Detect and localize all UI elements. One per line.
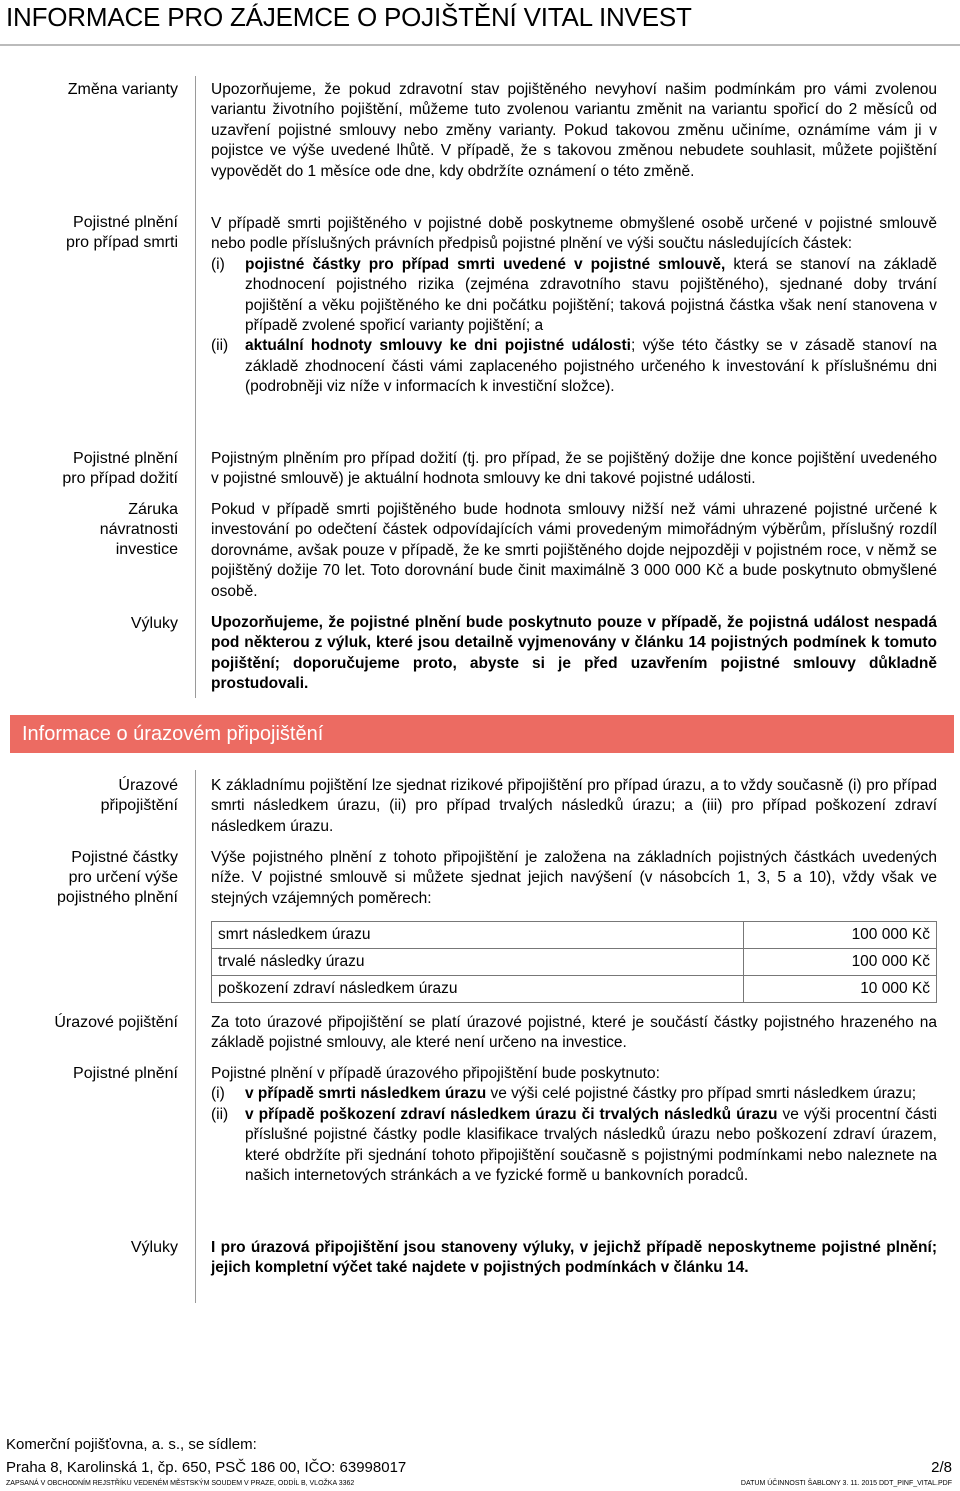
vyluky-text-2: I pro úrazová připojištění jsou stanoveny výluky, v jejichž případě neposkytneme pojistné plnění; jejich kompletní výčet také najdete v pojistných podmínkách v článku 14.	[211, 1239, 937, 1277]
table-cell-value: 100 000 Kč	[744, 949, 937, 976]
table-cell-label: trvalé následky úrazu	[212, 949, 744, 976]
label-urazove-pojisteni: Úrazové pojištění	[54, 1014, 178, 1031]
table-cell-value: 100 000 Kč	[744, 922, 937, 949]
table-cell-label: poškození zdraví následkem úrazu	[212, 976, 744, 1003]
title-divider	[0, 44, 960, 46]
section2-divider	[195, 770, 196, 1303]
zaruka-text: Pokud v případě smrti pojištěného bude hodnota smlouvy nižší než vámi uhrazené pojistné určené k investování po odečtení částek odpovídajících vámi provedeným mimořádným výběrům, příslušný rozdíl dorovnáme, avšak pouze v případě, že ke smrti pojištěného dojde nejpozději v pojistném roce, v němž se pojištěný dožije 70 let. Toto dorovnání bude činit maximálně 3 000 000 Kč a bude poskytnuto obmyšlené osobě.	[211, 501, 937, 600]
table-cell-label: smrt následkem úrazu	[212, 922, 744, 949]
section-band-urazove	[10, 715, 954, 753]
label-vyluky-2: Výluky	[130, 1239, 178, 1256]
page-number: 2/8	[931, 1459, 952, 1476]
section1-divider	[195, 76, 196, 698]
label-pojistne-castky: Pojistné částky pro určení výše pojistného plnění	[57, 849, 178, 906]
urazove-pojisteni-text: Za toto úrazové připojištění se platí úrazové pojistné, které je součástí částky pojistného hrazeného na základě pojistné smlouvy, ale které není určeno na investice.	[211, 1014, 937, 1052]
label-pojistne-plneni: Pojistné plnění	[73, 1065, 178, 1082]
table-row	[212, 949, 937, 976]
page-title: INFORMACE PRO ZÁJEMCE O POJIŠTĚNÍ VITAL INVEST	[6, 2, 692, 32]
doziti-text: Pojistným plněním pro případ dožití (tj. pro případ, že se pojištěný dožije dne konce pojištění uvedeného v pojistné smlouvě) je aktuální hodnota smlouvy ke dni takové pojistné události.	[211, 450, 937, 488]
table-row	[212, 922, 937, 949]
footer-company: Komerční pojišťovna, a. s., se sídlem:	[6, 1436, 257, 1453]
plneni-item-ii: (ii) v případě poškození zdraví následkem úrazu či trvalých následků úrazu ve výši procentní části příslušné pojistné částky podle klasifikace trvalých následků úrazu nebo poškození zdraví úrazem, které obdržíte při sjednání tohoto připojištění současně s pojistnými podmínkami nebo naleznete na našich internetových stránkách a ve fyzické formě u bankovních poradců.	[211, 1105, 937, 1185]
label-plneni-smrt: Pojistné plnění pro případ smrti	[65, 214, 178, 251]
table-row	[212, 976, 937, 1003]
table-cell-value: 10 000 Kč	[744, 976, 937, 1003]
label-urazove-pripojisteni: Úrazové připojištění	[100, 777, 178, 814]
smrt-item-ii: (ii) aktuální hodnoty smlouvy ke dni pojistné události; výše této částky se v zásadě stanoví na základě zhodnocení části vámi zaplaceného pojistného určeného k investování k příslušnému dni (podrobněji viz níže v informacích k investiční složce).	[211, 337, 937, 396]
label-zaruka: Záruka návratnosti investice	[99, 501, 178, 558]
zmena-text: Upozorňujeme, že pokud zdravotní stav pojištěného nevyhoví našim podmínkám pro vámi zvolenou variantu životního pojištění, můžeme tuto zvolenou variantu změnit na variantu spořicí do 2 měsíců od uzavření pojistné smlouvy nebo změny varianty. Pokud takovou změnu učiníme, oznámíme vám ji v pojistce ve výše uvedené lhůtě. V případě, že s takovou změnou nebudete souhlasit, můžete pojištění vypovědět do 1 měsíce ode dne, kdy obdržíte oznámení o této změně.	[211, 81, 937, 180]
label-vyluky-1: Výluky	[130, 615, 178, 632]
footer-registry: ZAPSANÁ V OBCHODNÍM REJSTŘÍKU VEDENÉM MĚSTSKÝM SOUDEM V PRAZE, ODDÍL B, VLOŽKA 3362	[6, 1480, 355, 1487]
section-band-title: Informace o úrazovém připojištění	[22, 723, 324, 745]
footer-address: Praha 8, Karolinská 1, čp. 650, PSČ 186 00, IČO: 63998017	[6, 1459, 407, 1476]
pojistne-castky-table	[211, 921, 937, 1003]
urazove-text: K základnímu pojištění lze sjednat rizikové připojištění pro případ úrazu, a to vždy současně (i) pro případ smrti následkem úrazu, (ii) pro případ trvalých následků úrazu; a (iii) pro případ poškození zdraví následkem úrazu.	[211, 777, 937, 835]
label-plneni-doziti: Pojistné plnění pro případ dožití	[62, 450, 178, 487]
vyluky-text-1: Upozorňujeme, že pojistné plnění bude poskytnuto pouze v případě, že pojistná událost nespadá pod některou z výluk, které jsou detailně vyjmenovány v článku 14 pojistných podmínek k tomuto pojištění; doporučujeme proto, abyste si je před uzavřením pojistné smlouvy důkladně prostudovali.	[211, 614, 937, 693]
plneni-item-i: (i) v případě smrti následkem úrazu ve výši celé pojistné částky pro případ smrti následkem úrazu;	[211, 1085, 917, 1103]
castky-text: Výše pojistného plnění z tohoto připojištění je založena na základních pojistných částkách uvedených níže. V pojistné smlouvě si můžete sjednat jejich navýšení (v násobcích 1, 3, 5 a 10), vždy však ve stejných vzájemných poměrech:	[211, 849, 937, 907]
smrt-text: V případě smrti pojištěného v pojistné době poskytneme obmyšlené osobě určené v pojistné smlouvě nebo podle příslušných právních předpisů pojistné plnění ve výši součtu následujících částek: (i) pojistné částky pro případ smrti uvedené v pojistné smlouvě, která se stanoví na základě zhodnocení pojistného rizika (zejména zdravotního stavu pojištěného), sjednané doby trvání pojištění a věku pojištěného ke dni počátku pojištění; taková pojistná částka však není stanovena v případě zvolené spořicí varianty pojištění; a (ii) aktuální hodnoty smlouvy ke dni pojistné události; výše této částky se v zásadě stanoví na základě zhodnocení části vámi zaplaceného pojistného určeného k investování k příslušnému dni (podrobněji viz níže v informacích k investiční složce).	[211, 214, 937, 398]
plneni-text: Pojistné plnění v případě úrazového připojištění bude poskytnuto: (i) v případě smrti následkem úrazu ve výši celé pojistné částky pro případ smrti následkem úrazu; (ii) v případě poškození zdraví následkem úrazu či trvalých následků úrazu ve výši procentní části příslušné pojistné částky podle klasifikace trvalých následků úrazu nebo poškození zdraví úrazem, které obdržíte při sjednání tohoto připojištění současně s pojistnými podmínkami nebo naleznete na našich internetových stránkách a ve fyzické formě u bankovních poradců.	[211, 1064, 937, 1186]
smrt-item-i: (i) pojistné částky pro případ smrti uvedené v pojistné smlouvě, která se stanoví na základě zhodnocení pojistného rizika (zejména zdravotního stavu pojištěného), sjednané doby trvání pojištění a věku pojištěného ke dni počátku pojištění; taková pojistná částka však není stanovena v případě zvolené spořicí varianty pojištění; a	[211, 255, 937, 335]
footer-template: DATUM ÚČINNOSTI ŠABLONY 3. 11. 2015 DDT_PINF_VITAL.PDF	[740, 1480, 952, 1487]
label-zmena-varianty: Změna varianty	[67, 81, 178, 98]
